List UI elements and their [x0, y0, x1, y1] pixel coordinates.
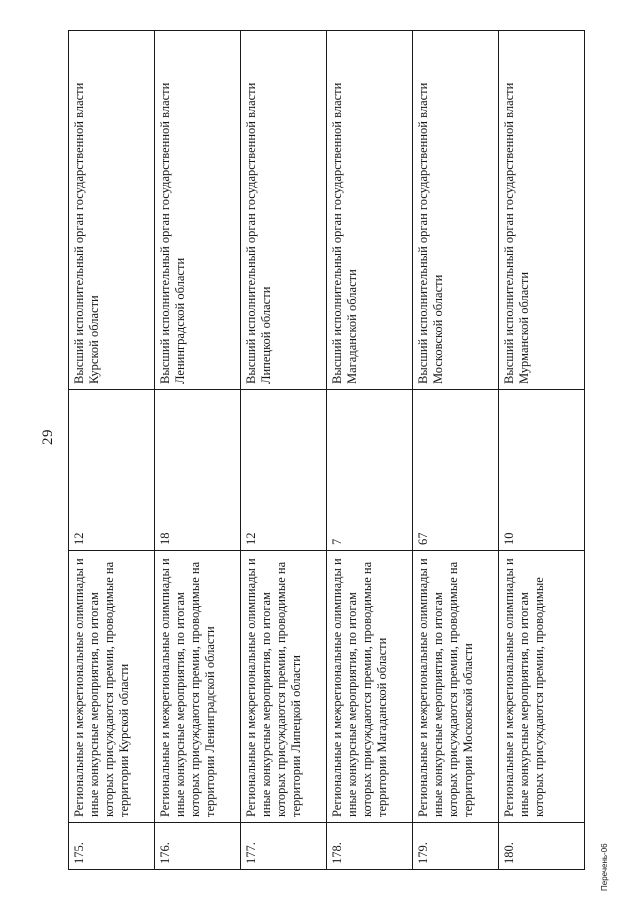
organizer-cell: Высший исполнительный орган государственной власти Липецкой области: [241, 31, 327, 390]
organizer-cell: Высший исполнительный орган государственной власти Курской области: [69, 31, 155, 390]
row-number: 177.: [241, 823, 327, 870]
row-number: 178.: [327, 823, 413, 870]
count-cell: 12: [241, 390, 327, 551]
event-description: Региональные и межрегиональные олимпиады и иные конкурсные мероприятия, по итогам которых присуждаются премии, проводимые на территории Курской области: [69, 551, 155, 823]
footer-code: Перечень-06: [600, 843, 609, 891]
event-description: Региональные и межрегиональные олимпиады и иные конкурсные мероприятия, по итогам которых присуждаются премии, проводимые на территории Липецкой области: [241, 551, 327, 823]
event-description: Региональные и межрегиональные олимпиады и иные конкурсные мероприятия, по итогам которых присуждаются премии, проводимые на территории Ленинградской области: [155, 551, 241, 823]
olympiad-table: [68, 30, 585, 870]
count-cell: 67: [413, 390, 499, 551]
event-description: Региональные и межрегиональные олимпиады и иные конкурсные мероприятия, по итогам которых присуждаются премии, проводимые на территории Магаданской области: [327, 551, 413, 823]
page-number: 29: [40, 429, 56, 445]
row-number: 176.: [155, 823, 241, 870]
table-row: [413, 31, 499, 870]
table-row: [499, 31, 585, 870]
row-number: 179.: [413, 823, 499, 870]
count-cell: 18: [155, 390, 241, 551]
count-cell: 10: [499, 390, 585, 551]
table-row: [69, 31, 155, 870]
organizer-cell: Высший исполнительный орган государственной власти Московской области: [413, 31, 499, 390]
row-number: 180.: [499, 823, 585, 870]
table-row: [327, 31, 413, 870]
count-cell: 12: [69, 390, 155, 551]
organizer-cell: Высший исполнительный орган государственной власти Ленинградской области: [155, 31, 241, 390]
organizer-cell: Высший исполнительный орган государственной власти Мурманской области: [499, 31, 585, 390]
event-description: Региональные и межрегиональные олимпиады и иные конкурсные мероприятия, по итогам которых присуждаются премии, проводимые на территории Московской области: [413, 551, 499, 823]
organizer-cell: Высший исполнительный орган государственной власти Магаданской области: [327, 31, 413, 390]
table-row: [155, 31, 241, 870]
row-number: 175.: [69, 823, 155, 870]
count-cell: 7: [327, 390, 413, 551]
table-row: [241, 31, 327, 870]
event-description: Региональные и межрегиональные олимпиады и иные конкурсные мероприятия, по итогам которых присуждаются премии, проводимые: [499, 551, 585, 823]
